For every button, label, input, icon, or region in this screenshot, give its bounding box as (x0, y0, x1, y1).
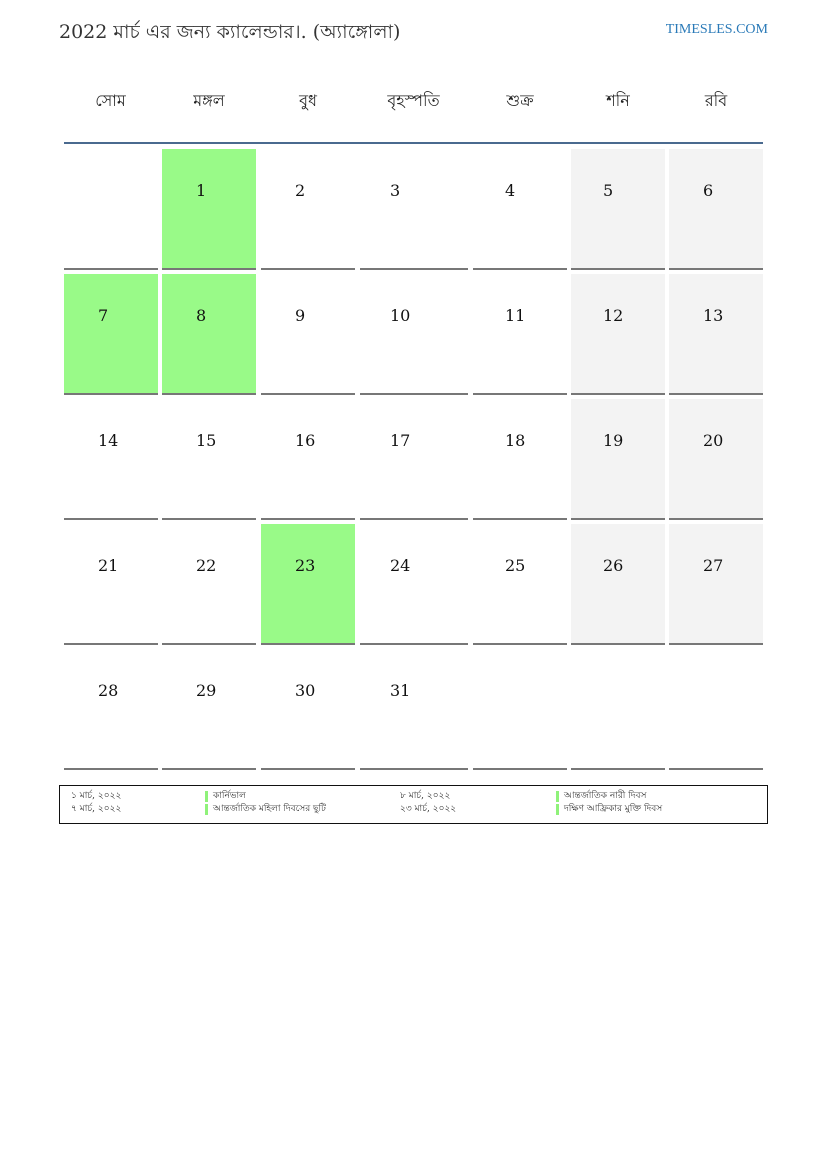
weekday-label: শুক্র (506, 91, 534, 110)
day-cell[interactable] (64, 274, 158, 395)
day-cell[interactable] (64, 524, 158, 645)
holiday-legend (59, 785, 768, 824)
day-number: 11 (505, 306, 526, 325)
weekday-header-row (64, 88, 763, 118)
day-cell[interactable] (261, 524, 355, 645)
day-number: 30 (295, 681, 316, 700)
day-number: 25 (505, 556, 526, 575)
day-cell[interactable] (261, 149, 355, 270)
day-number: 14 (98, 431, 119, 450)
weekday-label: সোম (95, 91, 126, 110)
day-cell[interactable] (261, 399, 355, 520)
holiday-marker (556, 791, 559, 802)
day-cell[interactable] (571, 274, 665, 395)
empty-day-cell (64, 149, 158, 270)
day-cell[interactable] (162, 524, 256, 645)
day-cell[interactable] (360, 649, 468, 770)
page-title: 2022 মার্চ এর জন্য ক্যালেন্ডার।. (অ্যাঙ্গোলা) (59, 21, 401, 43)
day-number: 18 (505, 431, 526, 450)
holiday-date: ১ মার্চ, ২০২২ (71, 791, 122, 801)
holiday-date: ৭ মার্চ, ২০২২ (71, 804, 122, 814)
day-number: 8 (196, 306, 207, 325)
holiday-marker (205, 791, 208, 802)
weekday-label: মঙ্গল (193, 91, 225, 110)
day-number: 15 (196, 431, 217, 450)
day-number: 17 (390, 431, 411, 450)
day-cell[interactable] (571, 524, 665, 645)
holiday-date: ২৩ মার্চ, ২০২২ (400, 804, 457, 814)
day-cell[interactable] (360, 149, 468, 270)
day-number: 1 (196, 181, 207, 200)
empty-day-cell (669, 649, 763, 770)
day-number: 27 (703, 556, 724, 575)
holiday-marker (205, 804, 208, 815)
day-cell[interactable] (571, 399, 665, 520)
day-number: 5 (603, 181, 614, 200)
holiday-marker (556, 804, 559, 815)
day-cell[interactable] (360, 274, 468, 395)
day-cell[interactable] (473, 149, 567, 270)
holiday-name: আন্তর্জাতিক নারী দিবস (564, 791, 647, 801)
empty-day-cell (473, 649, 567, 770)
day-number: 22 (196, 556, 217, 575)
day-cell[interactable] (360, 524, 468, 645)
day-number: 21 (98, 556, 119, 575)
day-number: 3 (390, 181, 401, 200)
day-number: 12 (603, 306, 624, 325)
day-number: 7 (98, 306, 109, 325)
day-cell[interactable] (473, 274, 567, 395)
day-cell[interactable] (261, 649, 355, 770)
day-number: 19 (603, 431, 624, 450)
day-number: 20 (703, 431, 724, 450)
day-number: 31 (390, 681, 411, 700)
day-cell[interactable] (64, 649, 158, 770)
header-divider (64, 142, 763, 144)
weekday-label: বুধ (299, 91, 317, 110)
weekday-label: বৃহস্পতি (387, 91, 440, 110)
weekday-label: শনি (606, 91, 630, 110)
brand-link[interactable]: TIMESLES.COM (665, 22, 768, 37)
day-cell[interactable] (473, 524, 567, 645)
day-number: 23 (295, 556, 316, 575)
day-number: 10 (390, 306, 411, 325)
day-cell[interactable] (669, 399, 763, 520)
day-cell[interactable] (473, 399, 567, 520)
day-number: 24 (390, 556, 411, 575)
day-number: 16 (295, 431, 316, 450)
day-number: 4 (505, 181, 516, 200)
holiday-name: দক্ষিণ আফ্রিকার মুক্তি দিবস (564, 804, 663, 814)
day-cell[interactable] (360, 399, 468, 520)
day-cell[interactable] (64, 399, 158, 520)
day-number: 9 (295, 306, 306, 325)
day-cell[interactable] (162, 274, 256, 395)
day-number: 13 (703, 306, 724, 325)
day-cell[interactable] (571, 149, 665, 270)
weekday-label: রবি (704, 91, 728, 110)
holiday-name: আন্তর্জাতিক মহিলা দিবসের ছুটি (213, 804, 326, 814)
day-cell[interactable] (669, 149, 763, 270)
holiday-name: কার্নিভাল (213, 791, 246, 801)
holiday-date: ৮ মার্চ, ২০২২ (400, 791, 451, 801)
day-cell[interactable] (162, 399, 256, 520)
day-cell[interactable] (261, 274, 355, 395)
day-cell[interactable] (669, 274, 763, 395)
day-cell[interactable] (162, 149, 256, 270)
day-cell[interactable] (669, 524, 763, 645)
day-number: 26 (603, 556, 624, 575)
empty-day-cell (571, 649, 665, 770)
day-number: 6 (703, 181, 714, 200)
day-number: 29 (196, 681, 217, 700)
day-cell[interactable] (162, 649, 256, 770)
day-number: 28 (98, 681, 119, 700)
day-number: 2 (295, 181, 306, 200)
